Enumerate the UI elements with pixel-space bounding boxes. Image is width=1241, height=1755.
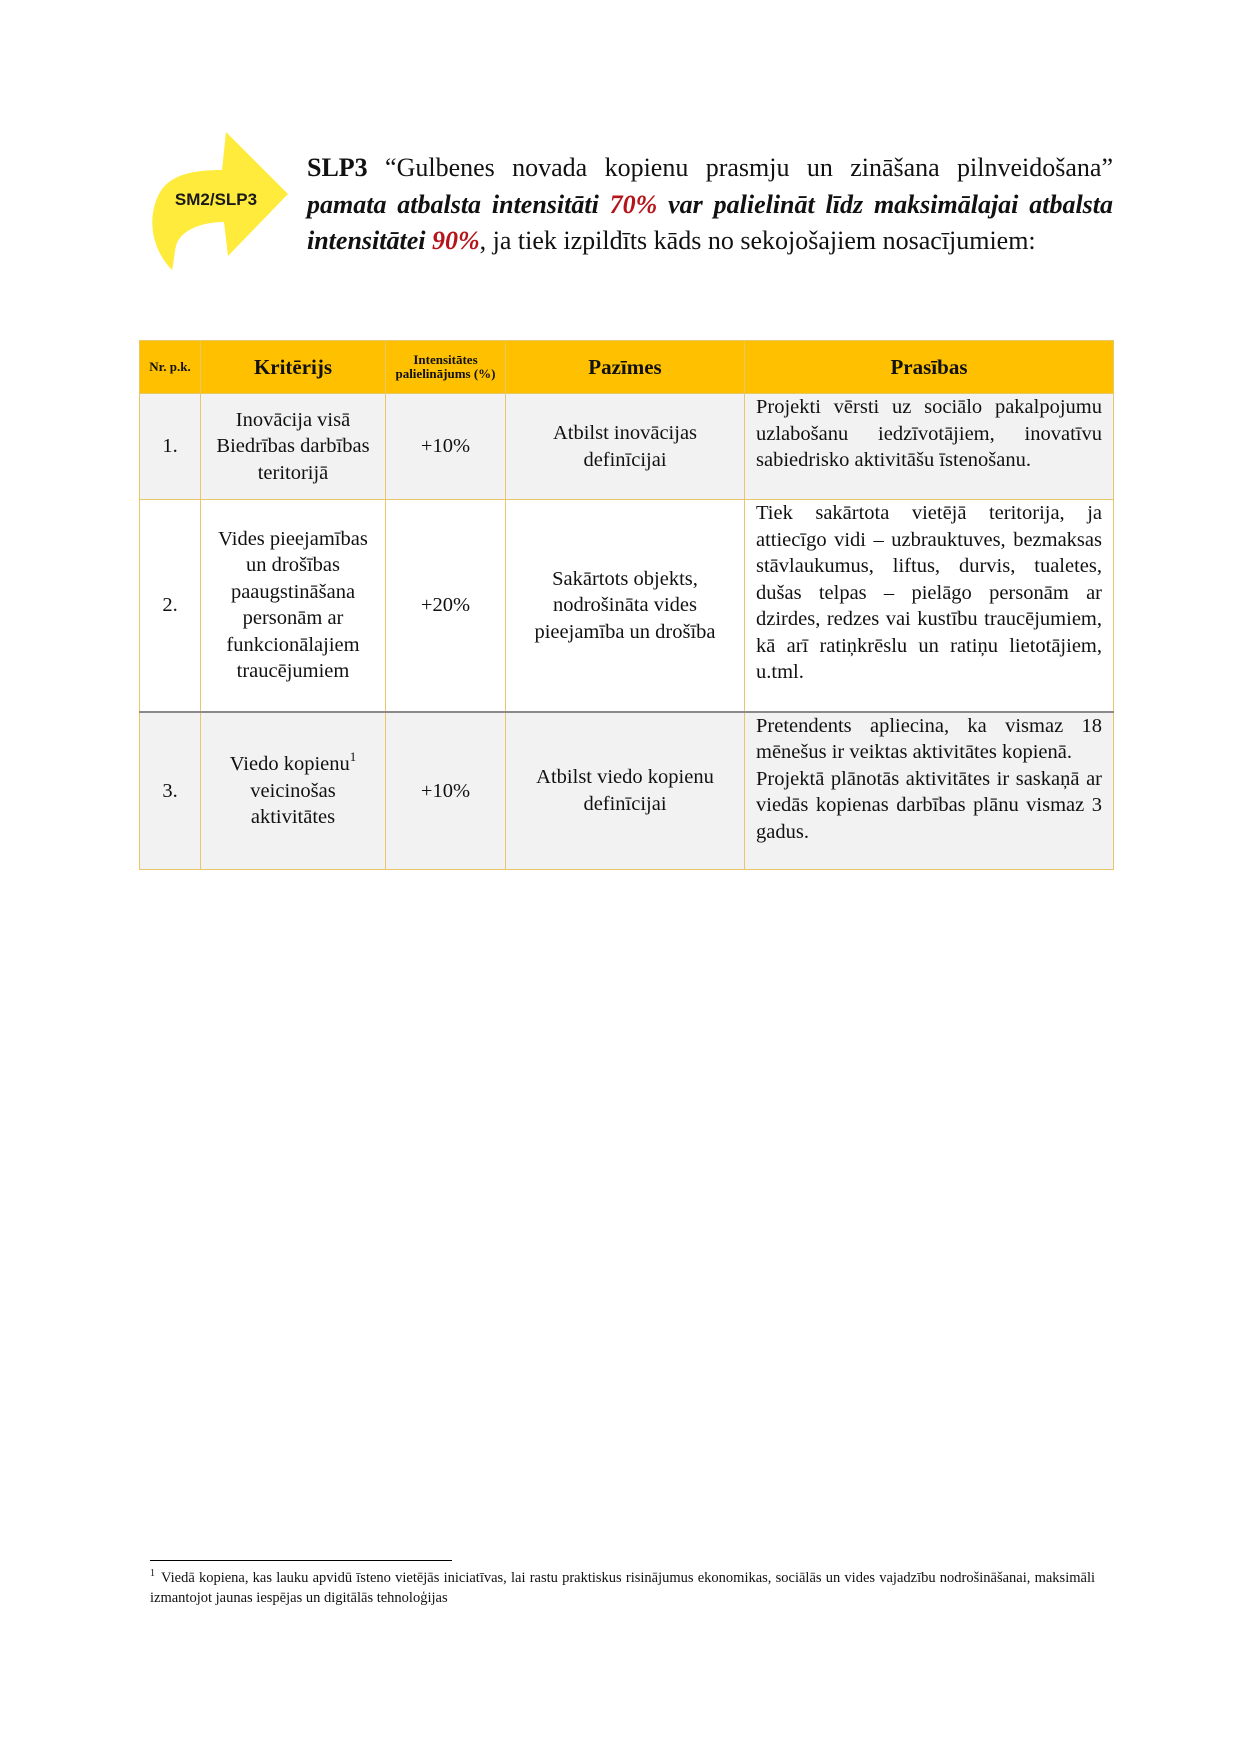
header-signs: Pazīmes [506,341,745,394]
row-requirements [745,712,1114,870]
requirement-text: Projekti vērsti uz sociālo pakalpojumu uzlabošanu iedzīvotājiem, inovatīvu sabiedrisko aktivitāšu īstenošanu. [756,396,1102,471]
footnote-text: Viedā kopiena, kas lauku apvidū īsteno vietējās iniciatīvas, lai rastu praktiskus risinājumus ekonomikas, sociālās un vides vajadzību nodrošināšanai, maksimāli izmantojot jaunas iespējas un digitālās tehnoloģijas [150,1570,1095,1606]
row-intensity: +10% [386,394,506,500]
footnote [150,1568,1095,1608]
table-row [140,712,1114,870]
base-intensity-value: 70% [609,189,658,219]
table-header-row [140,341,1114,394]
criterion-text-rest: veicinošas aktivitātes [250,779,336,828]
header-nr: Nr. p.k. [140,341,201,394]
row-nr: 2. [140,500,201,712]
table-row [140,394,1114,500]
row-criterion [201,712,386,870]
row-criterion: Inovācija visā Biedrības darbības teritorijā [201,394,386,500]
badge-label: SM2/SLP3 [174,190,258,209]
row-signs: Atbilst viedo kopienu definīcijai [506,712,745,870]
footnote-divider [150,1560,452,1561]
header-intensity: Intensitātes palielinājums (%) [386,341,506,394]
program-title: “Gulbenes novada kopienu prasmju un zināšana pilnveidošana” [385,153,1113,182]
row-nr: 1. [140,394,201,500]
criteria-table [139,340,1114,870]
condition-text: , ja tiek izpildīts kāds no sekojošajiem nosacījumiem: [479,226,1036,255]
footnote-mark: 1 [150,1568,155,1579]
row-intensity: +20% [386,500,506,712]
requirement-text: Projektā plānotās aktivitātes ir saskaņā ar viedās kopienas darbības plānu vismaz 3 gadus. [756,767,1102,843]
intro-paragraph [307,150,1113,260]
footnote-ref: 1 [349,749,357,764]
table-row [140,500,1114,712]
row-signs: Atbilst inovācijas definīcijai [506,394,745,500]
base-intensity-text: pamata atbalsta intensitāti [307,189,599,219]
row-intensity: +10% [386,712,506,870]
row-criterion: Vides pieejamības un drošības paaugstināšana personām ar funkcionālajiem traucējumiem [201,500,386,712]
program-code: SLP3 [307,153,368,182]
criterion-text: Viedo kopienu [229,753,350,775]
requirement-text: Tiek sakārtota vietējā teritorija, ja attiecīgo vidi – uzbrauktuves, bezmaksas stāvlaukumus, liftus, durvis, tualetes, dušas telpas – pielāgo personām ar dzirdes, redzes vai kustību traucējumiem, kā arī ratiņkrēslu un ratiņu lietotājiem, u.tml. [756,502,1102,683]
requirement-text: Pretendents apliecina, ka vismaz 18 mēnešus ir veiktas aktivitātes kopienā. [756,714,1102,763]
sm2-slp3-arrow-badge [150,130,290,278]
header-criterion: Kritērijs [201,341,386,394]
row-nr: 3. [140,712,201,870]
max-intensity-value: 90% [431,226,480,255]
row-requirements [745,500,1114,712]
header-requirements: Prasības [745,341,1114,394]
row-requirements [745,394,1114,500]
row-signs: Sakārtots objekts, nodrošināta vides pieejamība un drošība [506,500,745,712]
max-intensity-text: var palielināt līdz maksimālajai atbalsta intensitātei [307,189,1114,255]
